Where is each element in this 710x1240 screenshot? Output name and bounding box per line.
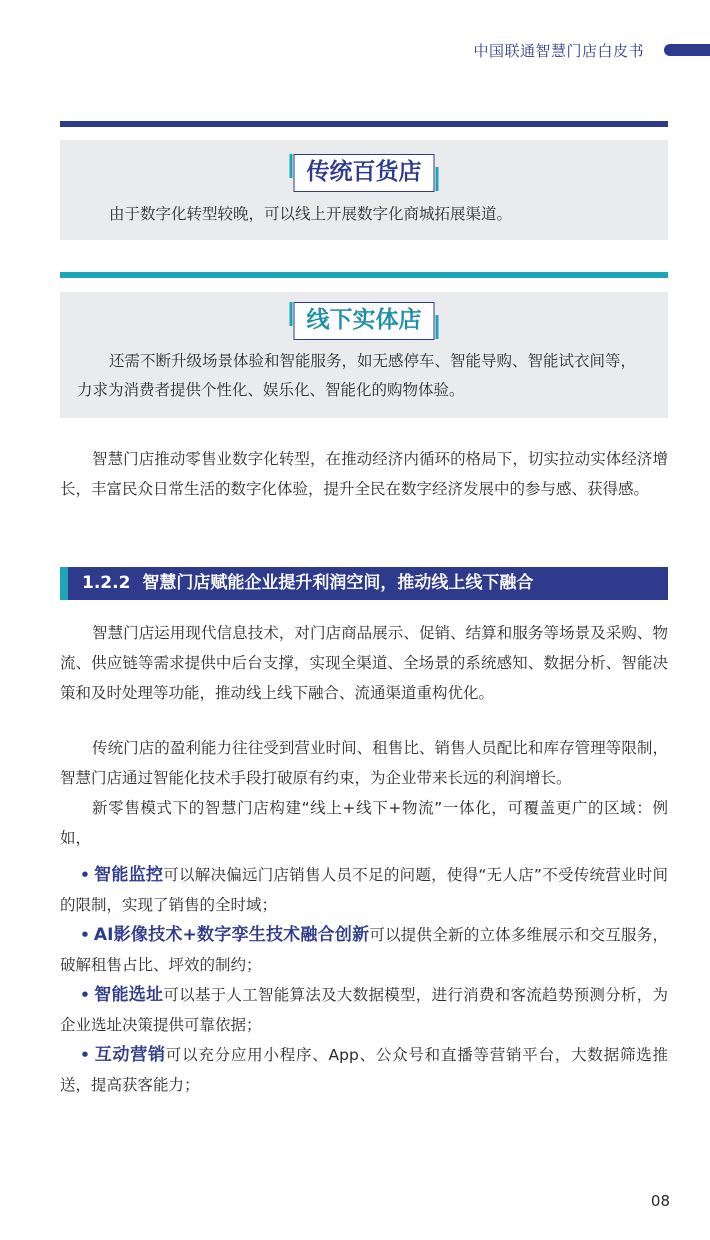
callout-tag-department-store: 传统百货店 [294,154,435,192]
bullet-dot-icon: • [80,986,90,1004]
callout-box-physical-store [60,292,668,418]
page-number: 08 [650,1192,670,1210]
body-paragraph-1: 智慧门店推动零售业数字化转型，在推动经济内循环的格局下，切实拉动实体经济增长，丰富民众日常生活的数字化体验，提升全民在数字经济发展中的参与感、获得感。 [60,450,668,498]
section-divider-teal [60,272,668,278]
bullet-keyword: AI影像技术+数字孪生技术融合创新 [93,925,370,945]
bullet-text: 可以解决偏远门店销售人员不足的问题，使得“无人店”不受传统营业时间的限制，实现了销售的全时域； [60,866,669,914]
bullet-text: 可以提供全新的立体多维展示和交互服务，破解租售占比、坪效的制约； [60,926,668,974]
body-paragraph-4: 新零售模式下的智慧门店构建“线上+线下+物流”一体化，可覆盖更广的区域：例如， [60,799,668,847]
list-item [60,980,668,1040]
list-item [60,920,668,980]
bullet-dot-icon: • [80,866,90,884]
list-item [60,1040,668,1100]
bullet-list [60,860,668,1100]
body-paragraph-2: 智慧门店运用现代信息技术，对门店商品展示、促销、结算和服务等场景及采购、物流、供应链等需求提供中后台支撑，实现全渠道、全场景的系统感知、数据分析、智能决策和及时处理等功能，推动线上线下融合、流通渠道重构优化。 [60,624,668,702]
header-accent-bar [664,44,710,56]
section-divider-navy [60,121,668,127]
bullet-dot-icon: • [80,926,90,944]
callout-text-physical-store: 还需不断升级场景体验和智能服务，如无感停车、智能导购、智能试衣间等，力求为消费者提供个性化、娱乐化、智能化的购物体验。 [77,352,637,399]
bullet-keyword: 互动营销 [93,1045,166,1065]
bullet-text: 可以基于人工智能算法及大数据模型，进行消费和客流趋势预测分析，为企业选址决策提供可靠依据； [60,986,668,1034]
callout-text-department-store: 由于数字化转型较晚，可以线上开展数字化商城拓展渠道。 [109,205,513,223]
body-paragraph-3: 传统门店的盈利能力往往受到营业时间、租售比、销售人员配比和库存管理等限制，智慧门店通过智能化技术手段打破原有约束，为企业带来长远的利润增长。 [60,739,668,787]
list-item [60,860,668,920]
bullet-text: 可以充分应用小程序、App、公众号和直播等营销平台，大数据筛选推送，提高获客能力； [60,1046,668,1094]
callout-tag-physical-store: 线下实体店 [294,302,435,340]
section-title: 智慧门店赋能企业提升利润空间，推动线上线下融合 [142,573,534,593]
section-heading [60,567,668,600]
document-header-title: 中国联通智慧门店白皮书 [473,42,644,60]
bullet-keyword: 智能选址 [93,985,164,1005]
bullet-keyword: 智能监控 [93,865,164,885]
bullet-dot-icon: • [80,1046,90,1064]
callout-box-department-store [60,140,668,240]
section-number: 1.2.2 [82,573,131,593]
